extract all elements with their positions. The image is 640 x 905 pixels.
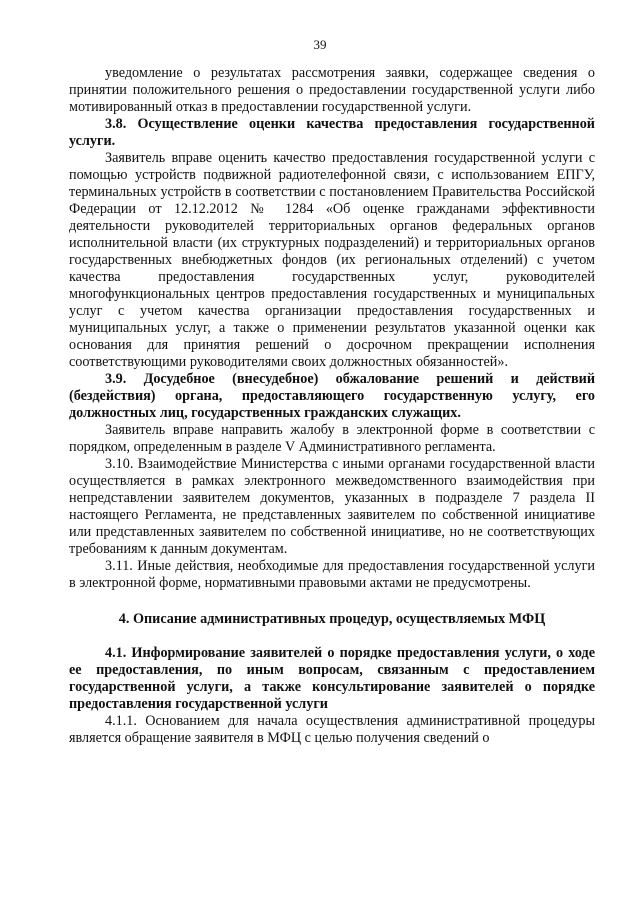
paragraph-complaint: Заявитель вправе направить жалобу в электронной форме в соответствии с порядком, определенным в разделе V Административного регламента. bbox=[69, 422, 595, 455]
heading-4-1: 4.1. Информирование заявителей о порядке предоставления услуги, о ходе ее предоставления, по иным вопросам, связанным с предоставлением государственной услуги, а также консультирование заявителей о порядке предоставления государственной услуги bbox=[69, 645, 595, 712]
paragraph-4-1-1: 4.1.1. Основанием для начала осуществления административной процедуры является обращение заявителя в МФЦ с целью получения сведений о bbox=[69, 713, 595, 746]
heading-section-4: 4. Описание административных процедур, осуществляемых МФЦ bbox=[118, 611, 546, 627]
spacer bbox=[69, 628, 595, 645]
heading-3-9: 3.9. Досудебное (внесудебное) обжалование решений и действий (бездействия) органа, предоставляющего государственную услугу, его должностных лиц, государственных гражданских служащих. bbox=[69, 371, 595, 421]
paragraph-3-10: 3.10. Взаимодействие Министерства с иными органами государственной власти осуществляется в рамках электронного межведомственного взаимодействия при непредставлении заявителем документов, указанных в подразделе 7 раздела II настоящего Регламента, не представленных заявителем по собственной инициативе или представленных заявителем по собственной инициативе, но не соответствующих требованиям к данным документам. bbox=[69, 456, 595, 557]
paragraph-3-11: 3.11. Иные действия, необходимые для предоставления государственной услуги в электронной форме, нормативными правовыми актами не предусмотрены. bbox=[69, 558, 595, 591]
page-content bbox=[69, 65, 595, 747]
paragraph-notification: уведомление о результатах рассмотрения заявки, содержащее сведения о принятии положительного решения о предоставлении государственной услуги либо мотивированный отказ в предоставлении государственной услуги. bbox=[69, 65, 595, 115]
paragraph-quality-assessment: Заявитель вправе оценить качество предоставления государственной услуги с помощью устройств подвижной радиотелефонной связи, с использованием ЕПГУ, терминальных устройств в соответствии с постановлением Правительства Российской Федерации от 12.12.2012 № 1284 «Об оценке гражданами эффективности деятельности руководителей территориальных органов федеральных органов исполнительной власти (их структурных подразделений) и территориальных органов государственных внебюджетных фондов (их региональных отделений) с учетом качества предоставления государственных услуг, руководителей многофункциональных центров предоставления государственных и муниципальных услуг с учетом качества организации предоставления государственных и муниципальных услуг, а также о применении результатов указанной оценки как основания для принятия решений о досрочном прекращении исполнения соответствующими руководителями своих должностных обязанностей». bbox=[69, 150, 595, 370]
heading-3-8: 3.8. Осуществление оценки качества предоставления государственной услуги. bbox=[69, 116, 595, 149]
spacer bbox=[69, 592, 595, 611]
page-number: 39 bbox=[313, 37, 327, 52]
